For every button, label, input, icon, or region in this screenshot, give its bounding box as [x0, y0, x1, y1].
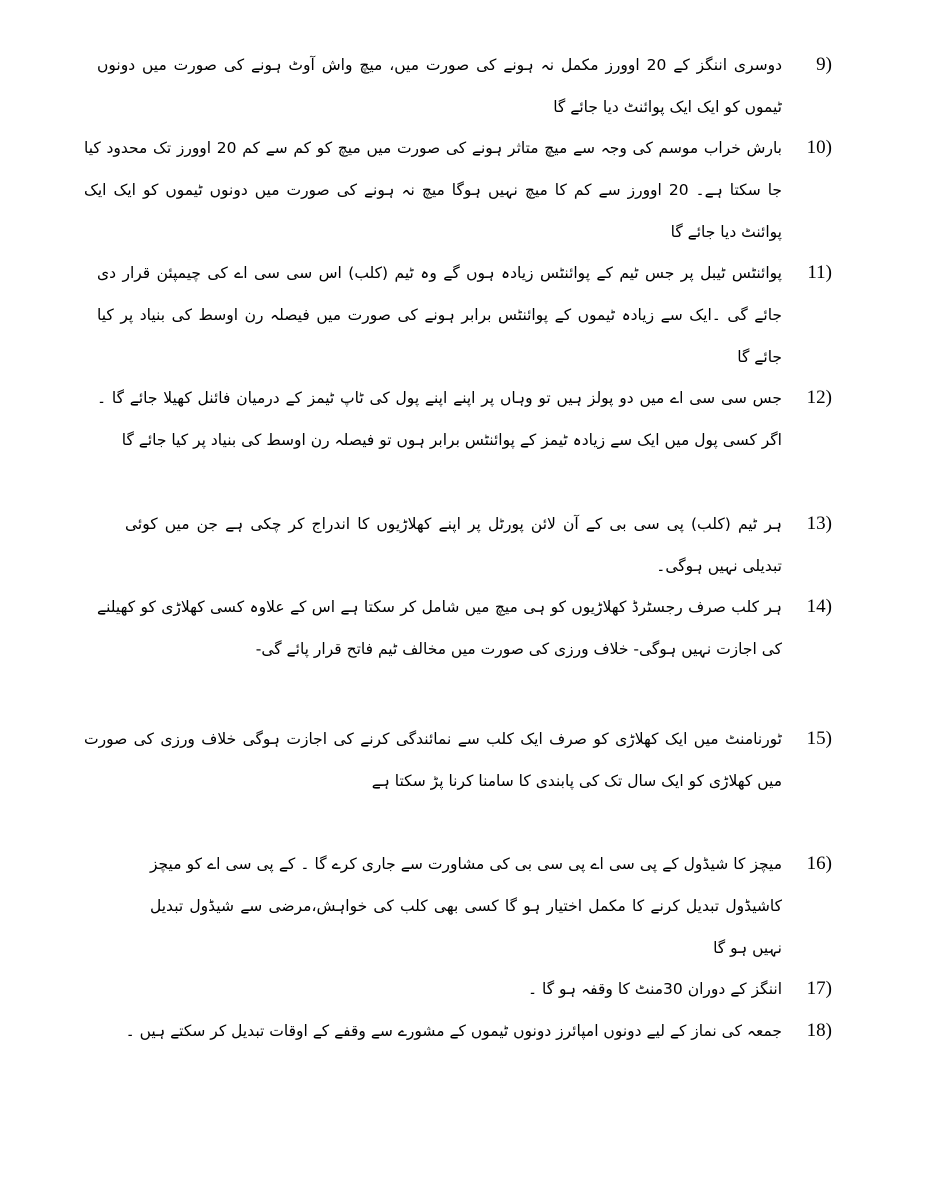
rule-item-10 — [0, 127, 832, 253]
rule-text: جس سی سی اے میں دو پولز ہیں تو وہاں پر اپنے اپنے پول کی ٹاپ ٹیمز کے درمیان فائنل کھیلا جائے گا ۔اگر کسی پول میں ایک سے زیادہ ٹیمز کے پوائنٹس برابر ہوں تو فیصلہ رن اوسط کی بنیاد پر کیا جائے گا — [97, 389, 782, 449]
rule-number: 11) — [807, 262, 832, 283]
rule-item-13 — [0, 503, 832, 587]
rule-text: ہر ٹیم (کلب) پی سی بی کے آن لائن پورٹل پر اپنے کھلاڑیوں کا اندراج کر چکی ہے جن میں کوئی تبدیلی نہیں ہوگی۔ — [125, 515, 782, 575]
rule-text: ٹورنامنٹ میں ایک کھلاڑی کو صرف ایک کلب سے نمائندگی کرنے کی اجازت ہوگی خلاف ورزی کی صورت میں کھلاڑی کو ایک سال تک کی پابندی کا سامنا کرنا پڑ سکتا ہے — [84, 730, 782, 790]
rule-text: بارش خراب موسم کی وجہ سے میچ متاثر ہونے کی صورت میں میچ کو کم سے کم 20 اوورز تک محدود کیا جا سکتا ہے۔ 20 اوورز سے کم کا میچ نہیں ہوگا میچ نہ ہونے کی صورت میں دونوں ٹیموں کو ایک ایک پوائنٹ دیا جائے گا — [84, 139, 783, 241]
rule-number: 17) — [806, 978, 832, 999]
rule-item-9 — [0, 44, 832, 128]
rule-text: ہر کلب صرف رجسٹرڈ کھلاڑیوں کو ہی میچ میں شامل کر سکتا ہے اس کے علاوہ کسی کھلاڑی کو کھیلنے کی اجازت نہیں ہوگی- خلاف ورزی کی صورت میں مخالف ٹیم فاتح قرار پائے گی- — [97, 598, 782, 658]
rule-number: 14) — [806, 596, 832, 617]
rule-item-16 — [0, 843, 832, 969]
rule-number: 18) — [806, 1020, 832, 1041]
rule-number: 10) — [806, 137, 832, 158]
rule-text: اننگز کے دوران 30منٹ کا وقفہ ہو گا ۔ — [528, 980, 782, 998]
rule-number: 16) — [806, 853, 832, 874]
rule-item-18 — [0, 1010, 832, 1094]
rule-number: 12) — [806, 387, 832, 408]
rule-text: دوسری اننگز کے 20 اوورز مکمل نہ ہونے کی صورت میں، میچ واش آوٹ ہونے کی صورت میں دونوں ٹیموں کو ایک ایک پوائنٹ دیا جائے گا — [97, 56, 782, 116]
rule-item-15 — [0, 718, 832, 844]
rule-number: 9) — [816, 54, 832, 75]
rule-item-14 — [0, 586, 832, 712]
rule-item-11 — [0, 252, 832, 378]
rule-text: پوائنٹس ٹیبل پر جس ٹیم کے پوائنٹس زیادہ ہوں گے وہ ٹیم (کلب) اس سی سی اے کی چیمپئن قرار دی جائے گی ۔ایک سے زیادہ ٹیموں کے پوائنٹس برابر ہونے کی صورت میں فیصلہ رن اوسط کی بنیاد پر کیا جائے گا — [97, 264, 782, 366]
rule-number: 13) — [806, 513, 832, 534]
rule-number: 15) — [806, 728, 832, 749]
rule-item-17 — [0, 968, 832, 1010]
rule-text: میچز کا شیڈول کے پی سی اے پی سی بی کی مشاورت سے جاری کرے گا ۔ کے پی سی اے کو میچز کاشیڈول تبدیل کرنے کا مکمل اختیار ہو گا کسی بھی کلب کی خواہش،مرضی سے شیڈول تبدیل نہیں ہو گا — [150, 855, 782, 957]
rule-item-12 — [0, 377, 832, 503]
rule-text: جمعہ کی نماز کے لیے دونوں امپائرز دونوں ٹیموں کے مشورے سے وقفے کے اوقات تبدیل کر سکتے ہیں ۔ — [125, 1022, 782, 1040]
